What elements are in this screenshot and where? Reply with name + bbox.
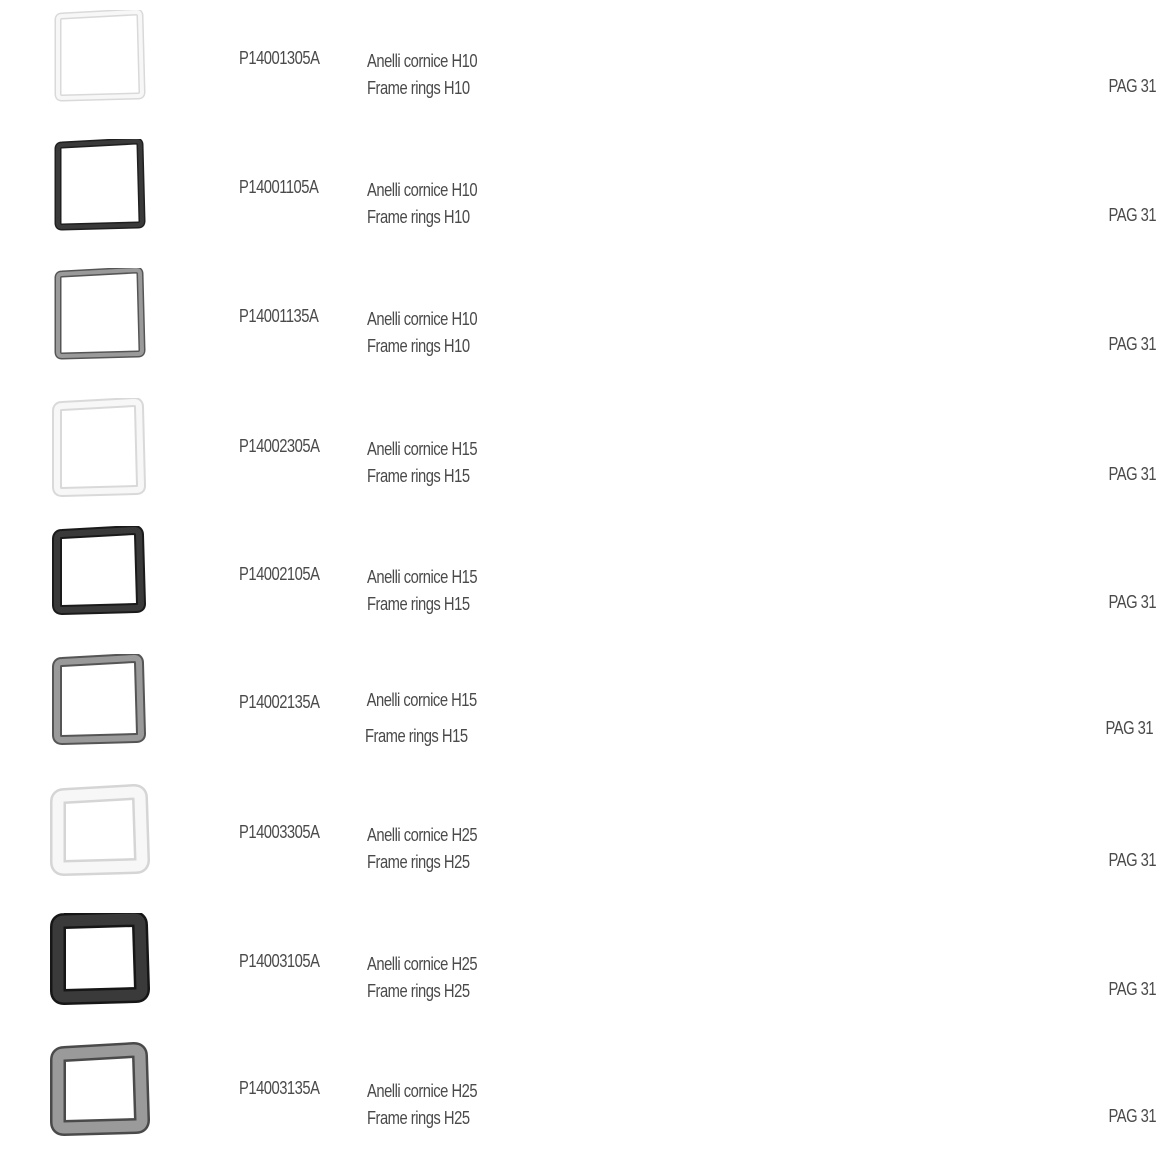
product-description bbox=[367, 564, 477, 618]
product-description bbox=[367, 48, 477, 102]
page-reference: PAG 31 bbox=[1108, 76, 1156, 96]
description-english: Frame rings H10 bbox=[367, 207, 470, 227]
product-row bbox=[0, 268, 1168, 388]
product-code: P14001305A bbox=[239, 48, 320, 68]
description-italian: Anelli cornice H10 bbox=[367, 180, 478, 200]
description-english: Frame rings H15 bbox=[367, 594, 470, 614]
page-reference: PAG 31 bbox=[1105, 718, 1153, 738]
frame-ring-black-h10-image bbox=[48, 139, 152, 239]
product-row bbox=[0, 913, 1168, 1033]
description-italian: Anelli cornice H15 bbox=[367, 439, 478, 459]
page-reference: PAG 31 bbox=[1108, 205, 1156, 225]
product-row bbox=[0, 139, 1168, 259]
frame-ring-grey-h25-image bbox=[48, 1040, 152, 1140]
frame-ring-black-h15-image bbox=[48, 526, 152, 626]
description-italian: Anelli cornice H10 bbox=[367, 51, 478, 71]
product-code: P14002305A bbox=[239, 436, 320, 456]
description-english: Frame rings H25 bbox=[367, 1108, 470, 1128]
frame-ring-white-h25-image bbox=[48, 784, 152, 884]
description-italian: Anelli cornice H25 bbox=[367, 1081, 478, 1101]
product-description bbox=[367, 822, 477, 876]
product-code: P14002105A bbox=[239, 564, 320, 584]
product-description bbox=[367, 436, 477, 490]
frame-ring-black-h25-image bbox=[48, 913, 152, 1013]
page-reference: PAG 31 bbox=[1108, 464, 1156, 484]
frame-ring-white-h10-image bbox=[48, 10, 152, 110]
product-description bbox=[365, 682, 477, 754]
frame-ring-white-h15-image bbox=[48, 398, 152, 498]
product-description bbox=[367, 951, 477, 1005]
description-italian: Anelli cornice H25 bbox=[367, 954, 478, 974]
product-code: P14001135A bbox=[239, 306, 319, 326]
product-description bbox=[367, 306, 477, 360]
product-code: P14002135A bbox=[239, 692, 320, 712]
product-row bbox=[0, 398, 1168, 518]
product-row bbox=[0, 654, 1168, 774]
page-reference: PAG 31 bbox=[1108, 850, 1156, 870]
description-english: Frame rings H15 bbox=[365, 726, 468, 746]
product-code: P14003305A bbox=[239, 822, 320, 842]
page-reference: PAG 31 bbox=[1108, 334, 1156, 354]
product-code: P14003105A bbox=[239, 951, 320, 971]
description-english: Frame rings H10 bbox=[367, 336, 470, 356]
product-description bbox=[367, 1078, 477, 1132]
description-italian: Anelli cornice H15 bbox=[366, 690, 477, 710]
frame-ring-grey-h15-image bbox=[48, 654, 152, 754]
product-row bbox=[0, 784, 1168, 904]
product-description bbox=[367, 177, 477, 231]
product-row bbox=[0, 1040, 1168, 1160]
description-english: Frame rings H10 bbox=[367, 78, 470, 98]
page-reference: PAG 31 bbox=[1108, 592, 1156, 612]
description-italian: Anelli cornice H10 bbox=[367, 309, 478, 329]
product-row bbox=[0, 526, 1168, 646]
description-english: Frame rings H15 bbox=[367, 466, 470, 486]
page-reference: PAG 31 bbox=[1108, 1106, 1156, 1126]
description-italian: Anelli cornice H25 bbox=[367, 825, 478, 845]
description-english: Frame rings H25 bbox=[367, 981, 470, 1001]
frame-ring-grey-h10-image bbox=[48, 268, 152, 368]
description-english: Frame rings H25 bbox=[367, 852, 470, 872]
product-row bbox=[0, 10, 1168, 130]
product-code: P14003135A bbox=[239, 1078, 320, 1098]
product-code: P14001105A bbox=[239, 177, 319, 197]
page-reference: PAG 31 bbox=[1108, 979, 1156, 999]
description-italian: Anelli cornice H15 bbox=[367, 567, 478, 587]
